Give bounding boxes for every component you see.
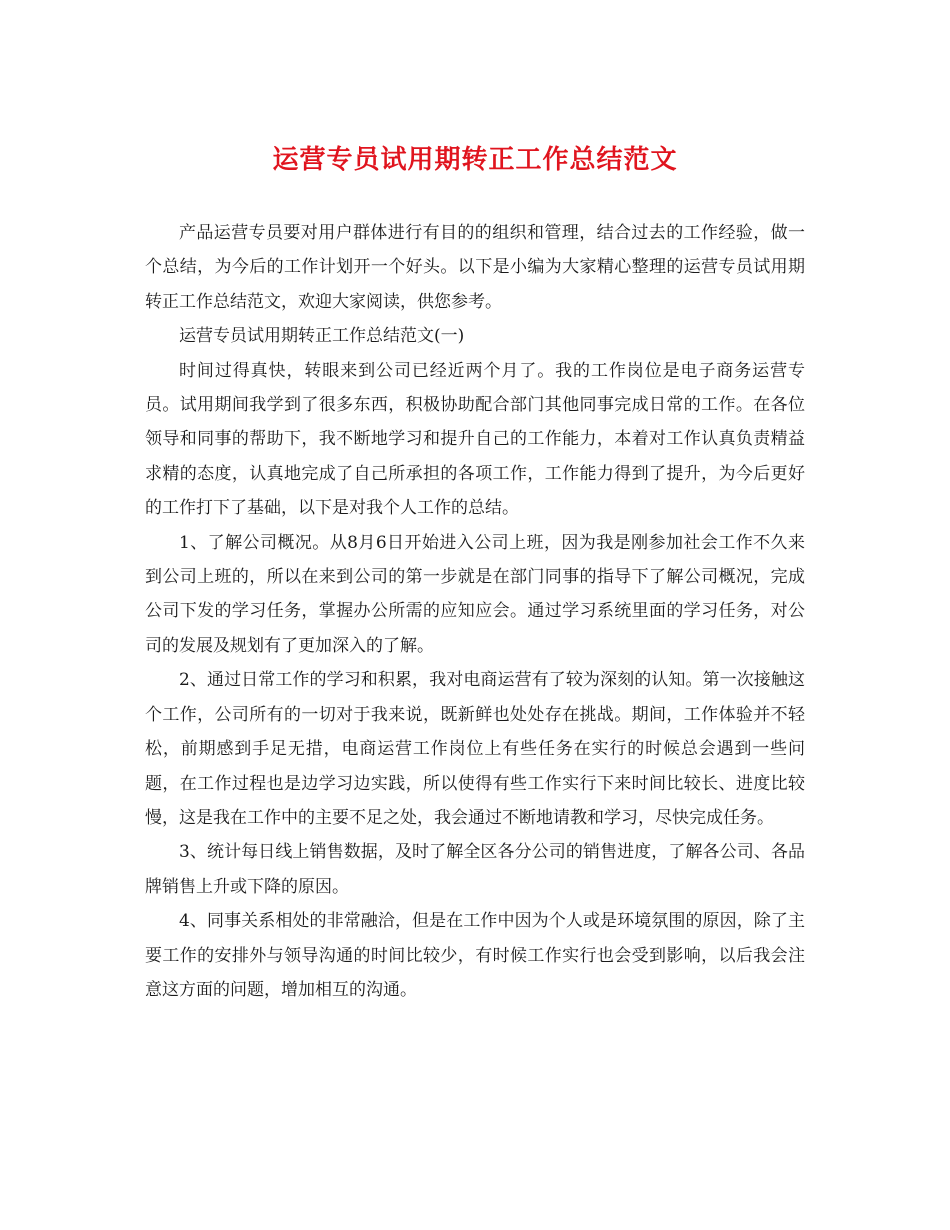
list-paragraph-4: 4、同事关系相处的非常融洽，但是在工作中因为个人或是环境氛围的原因，除了主要工作的安排外与领导沟通的时间比较少，有时候工作实行也会受到影响，以后我会注意这方面的问题，增加相互的沟通。 — [145, 911, 805, 1000]
list-paragraph-2: 2、通过日常工作的学习和积累，我对电商运营有了较为深刻的认知。第一次接触这个工作，公司所有的一切对于我来说，既新鲜也处处存在挑战。期间，工作体验并不轻松，前期感到手足无措，电商运营工作岗位上有些任务在实行的时候总会遇到一些问题，在工作过程也是边学习边实践，所以使得有些工作实行下来时间比较长、进度比较慢，这是我在工作中的主要不足之处，我会通过不断地请教和学习，尽快完成任务。 — [145, 670, 805, 828]
list-paragraph-1: 1、了解公司概况。从8月6日开始进入公司上班，因为我是刚参加社会工作不久来到公司上班的，所以在来到公司的第一步就是在部门同事的指导下了解公司概况，完成公司下发的学习任务，掌握办公所需的应知应会。通过学习系统里面的学习任务，对公司的发展及规划有了更加深入的了解。 — [145, 532, 805, 656]
intro-paragraph: 产品运营专员要对用户群体进行有目的的组织和管理，结合过去的工作经验，做一个总结，为今后的工作计划开一个好头。以下是小编为大家精心整理的运营专员试用期转正工作总结范文，欢迎大家阅读，供您参考。 — [145, 223, 805, 312]
document-body — [145, 216, 805, 1007]
list-paragraph-3: 3、统计每日线上销售数据，及时了解全区各分公司的销售进度，了解各公司、各品牌销售上升或下降的原因。 — [145, 842, 805, 897]
section-heading: 运营专员试用期转正工作总结范文(一) — [179, 326, 465, 347]
body-paragraph: 时间过得真快，转眼来到公司已经近两个月了。我的工作岗位是电子商务运营专员。试用期间我学到了很多东西，积极协助配合部门其他同事完成日常的工作。在各位领导和同事的帮助下，我不断地学习和提升自己的工作能力，本着对工作认真负责精益求精的态度，认真地完成了自己所承担的各项工作，工作能力得到了提升，为今后更好的工作打下了基础，以下是对我个人工作的总结。 — [145, 360, 805, 519]
document-title: 运营专员试用期转正工作总结范文 — [272, 145, 678, 175]
